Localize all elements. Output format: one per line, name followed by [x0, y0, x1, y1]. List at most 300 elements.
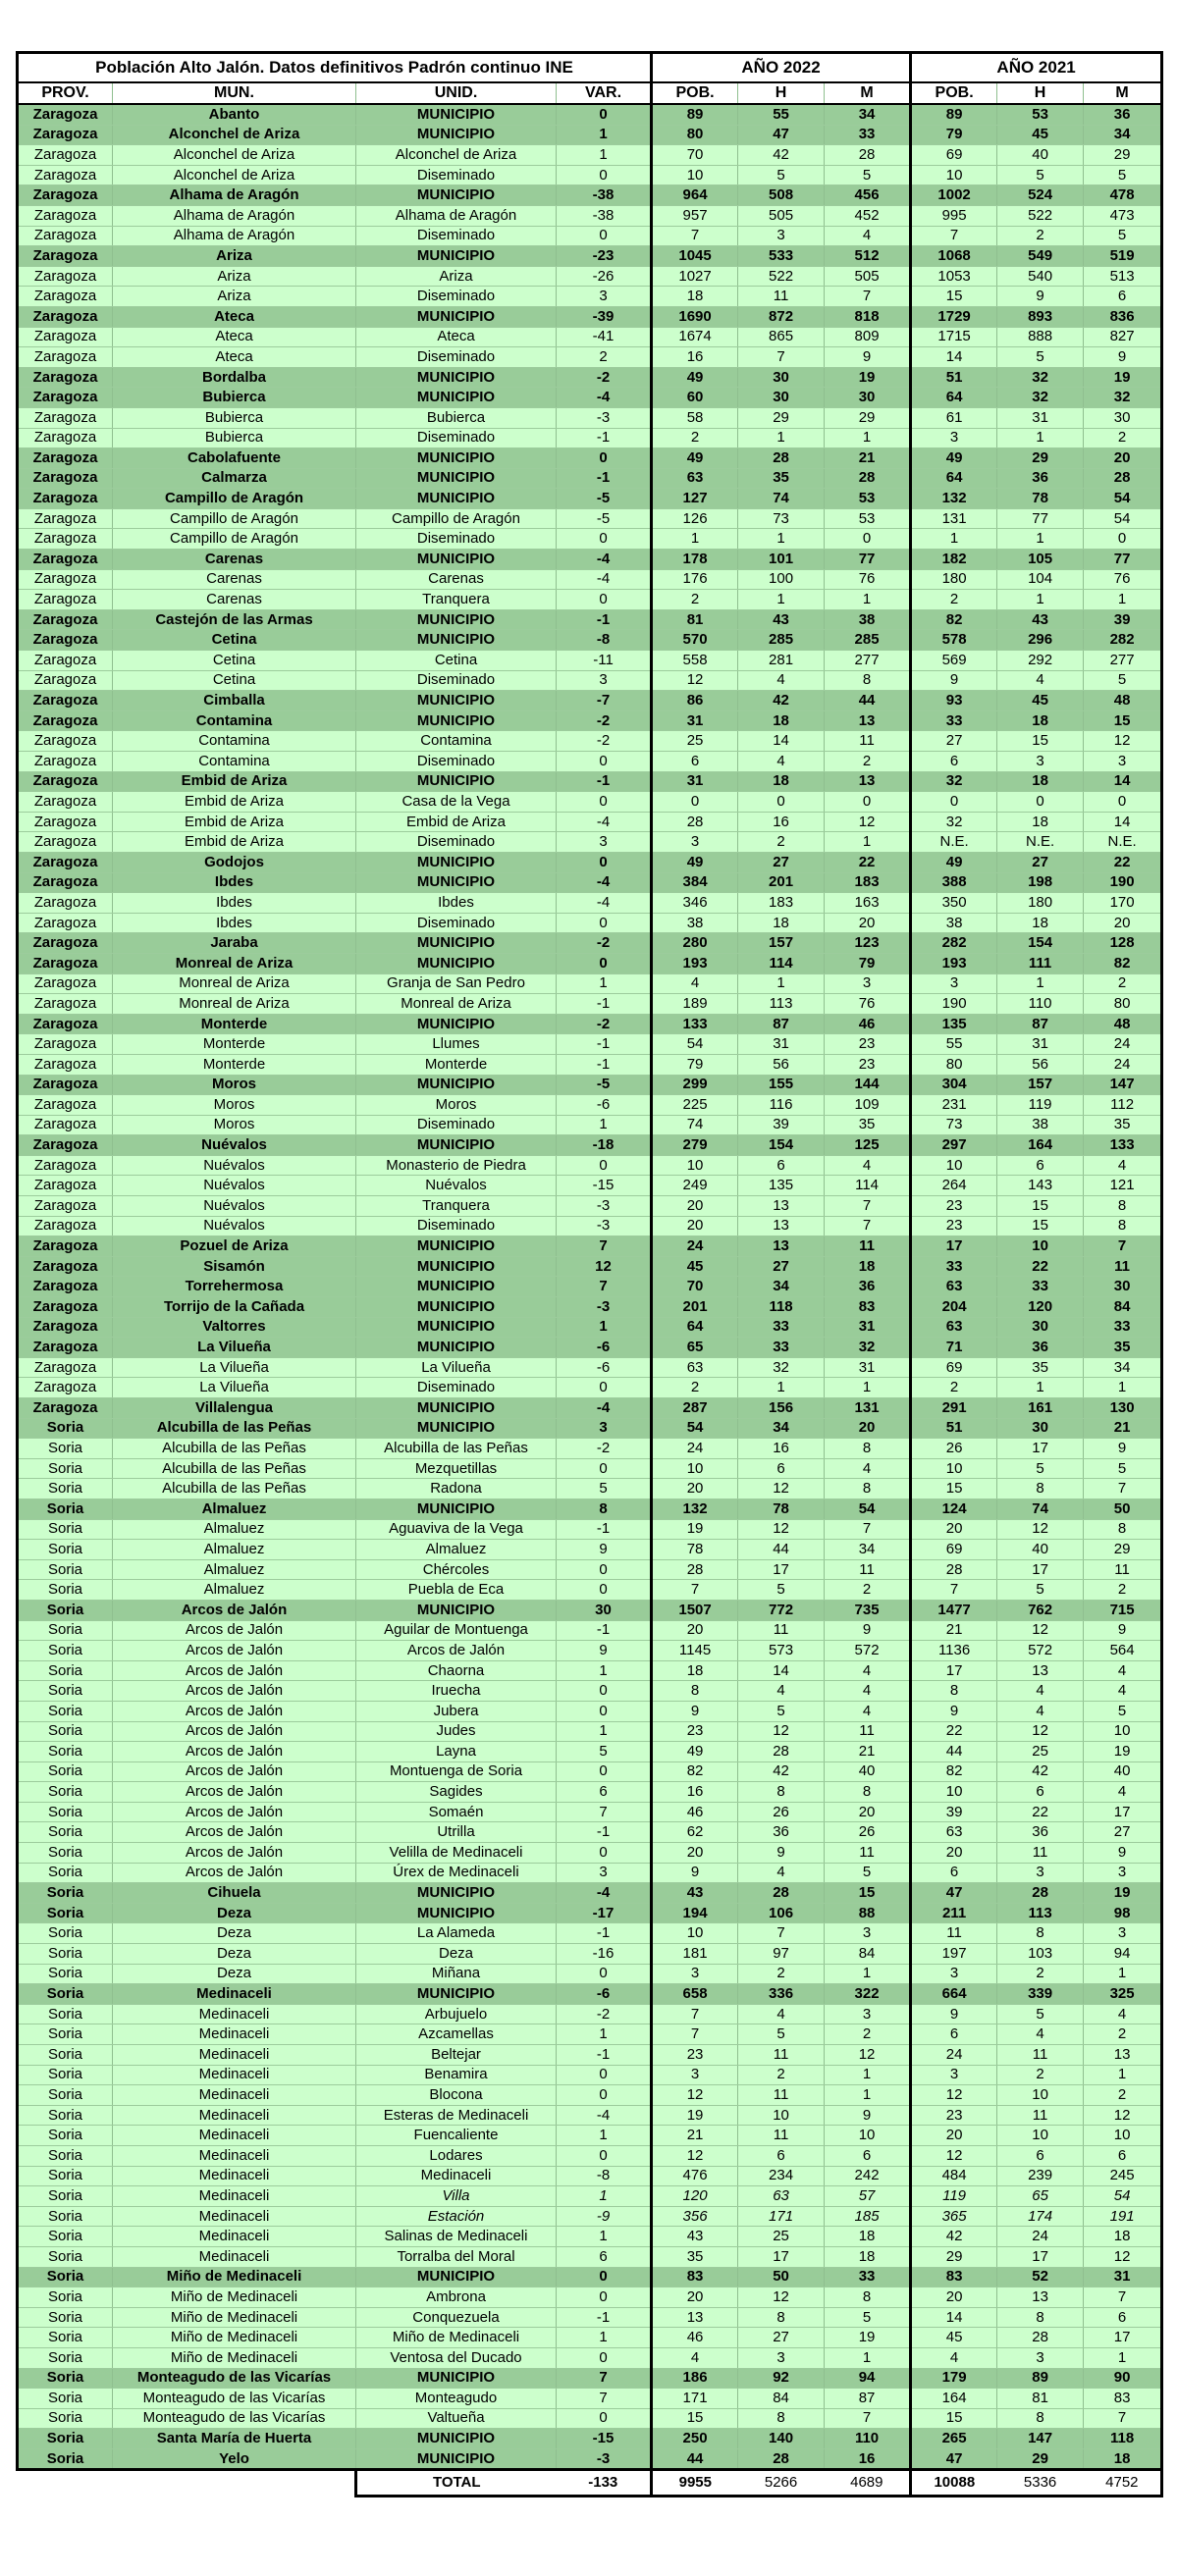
cell-h-2022: 11: [738, 2085, 825, 2106]
cell-h-2022: 17: [738, 1559, 825, 1580]
cell-pob-2022: 43: [652, 1883, 738, 1904]
cell-m-2022: 109: [825, 1095, 911, 1116]
cell-pob-2022: 89: [652, 104, 738, 125]
cell-m-2022: 21: [825, 448, 911, 469]
unit-row: [18, 1095, 1162, 1116]
cell-unid: Ibdes: [356, 893, 557, 914]
cell-m-2021: 133: [1084, 1135, 1162, 1156]
cell-mun: Embid de Ariza: [113, 771, 356, 792]
cell-h-2022: 116: [738, 1095, 825, 1116]
unit-row: [18, 1155, 1162, 1176]
cell-pob-2021: 69: [911, 1540, 997, 1560]
municipio-row: [18, 953, 1162, 973]
cell-h-2022: 16: [738, 812, 825, 832]
cell-h-2022: 30: [738, 367, 825, 388]
cell-unid: Villa: [356, 2186, 557, 2207]
cell-var: 1: [557, 1115, 652, 1135]
cell-var: -2: [557, 1014, 652, 1034]
cell-prov: Zaragoza: [18, 590, 113, 610]
cell-unid: Diseminado: [356, 347, 557, 368]
cell-prov: Soria: [18, 2429, 113, 2449]
cell-h-2021: 29: [997, 2448, 1084, 2470]
cell-h-2021: 24: [997, 2227, 1084, 2247]
cell-prov: Zaragoza: [18, 1338, 113, 1358]
cell-mun: Alhama de Aragón: [113, 185, 356, 206]
cell-unid: Contamina: [356, 731, 557, 752]
cell-mun: Medinaceli: [113, 1984, 356, 2005]
cell-pob-2022: 78: [652, 1540, 738, 1560]
municipio-row: [18, 1498, 1162, 1519]
cell-pob-2021: 1068: [911, 246, 997, 267]
cell-mun: Monteagudo de las Vicarías: [113, 2389, 356, 2409]
cell-pob-2022: 2: [652, 428, 738, 448]
cell-unid: Iruecha: [356, 1681, 557, 1702]
cell-m-2022: 242: [825, 2166, 911, 2186]
cell-pob-2021: 204: [911, 1297, 997, 1318]
cell-unid: Diseminado: [356, 287, 557, 307]
cell-prov: Soria: [18, 1439, 113, 1459]
cell-m-2022: 88: [825, 1903, 911, 1923]
cell-prov: Zaragoza: [18, 165, 113, 185]
cell-h-2022: 28: [738, 2448, 825, 2470]
table-title: Población Alto Jalón. Datos definitivos Padrón continuo INE: [18, 53, 652, 83]
cell-m-2022: 26: [825, 1822, 911, 1843]
unit-row: [18, 508, 1162, 529]
cell-var: 5: [557, 1479, 652, 1499]
cell-pob-2021: 20: [911, 2287, 997, 2308]
total-m-2021: 4752: [1084, 2470, 1162, 2497]
cell-h-2022: 28: [738, 448, 825, 469]
cell-m-2021: 24: [1084, 1034, 1162, 1055]
unit-row: [18, 2004, 1162, 2024]
cell-h-2022: 74: [738, 489, 825, 509]
cell-pob-2022: 28: [652, 812, 738, 832]
cell-h-2022: 2: [738, 832, 825, 853]
cell-h-2021: 180: [997, 893, 1084, 914]
unit-row: [18, 2347, 1162, 2368]
municipio-row: [18, 367, 1162, 388]
cell-pob-2022: 74: [652, 1115, 738, 1135]
cell-var: 0: [557, 1681, 652, 1702]
unit-row: [18, 2389, 1162, 2409]
cell-pob-2022: 60: [652, 388, 738, 408]
cell-prov: Zaragoza: [18, 852, 113, 872]
cell-prov: Zaragoza: [18, 287, 113, 307]
cell-m-2021: 325: [1084, 1984, 1162, 2005]
unit-row: [18, 1721, 1162, 1742]
cell-m-2022: 84: [825, 1944, 911, 1965]
cell-var: -2: [557, 1439, 652, 1459]
cell-mun: Yelo: [113, 2448, 356, 2470]
cell-m-2022: 76: [825, 569, 911, 590]
table-body: [18, 104, 1162, 2470]
cell-mun: Monteagudo de las Vicarías: [113, 2408, 356, 2429]
cell-h-2022: 113: [738, 994, 825, 1015]
cell-prov: Soria: [18, 2126, 113, 2146]
cell-pob-2021: 61: [911, 407, 997, 428]
cell-var: 7: [557, 2389, 652, 2409]
cell-pob-2022: 83: [652, 2267, 738, 2287]
cell-pob-2021: 89: [911, 104, 997, 125]
cell-pob-2021: 297: [911, 1135, 997, 1156]
cell-mun: Miño de Medinaceli: [113, 2328, 356, 2348]
cell-m-2021: 12: [1084, 2246, 1162, 2267]
cell-unid: MUNICIPIO: [356, 710, 557, 731]
unit-row: [18, 1742, 1162, 1762]
cell-h-2021: 13: [997, 2287, 1084, 2308]
cell-pob-2022: 23: [652, 2045, 738, 2066]
cell-h-2022: 106: [738, 1903, 825, 1923]
cell-unid: Campillo de Aragón: [356, 508, 557, 529]
cell-m-2021: 82: [1084, 953, 1162, 973]
cell-prov: Zaragoza: [18, 893, 113, 914]
unit-row: [18, 832, 1162, 853]
cell-h-2021: 12: [997, 1620, 1084, 1641]
cell-unid: MUNICIPIO: [356, 306, 557, 327]
cell-pob-2022: 3: [652, 2065, 738, 2085]
cell-pob-2021: 26: [911, 1439, 997, 1459]
cell-var: 0: [557, 2347, 652, 2368]
cell-mun: Arcos de Jalón: [113, 1782, 356, 1803]
unit-row: [18, 913, 1162, 933]
cell-mun: Nuévalos: [113, 1216, 356, 1236]
cell-h-2022: 12: [738, 1479, 825, 1499]
cell-m-2021: 827: [1084, 327, 1162, 347]
cell-unid: MUNICIPIO: [356, 1398, 557, 1419]
cell-unid: MUNICIPIO: [356, 468, 557, 489]
cell-m-2021: N.E.: [1084, 832, 1162, 853]
cell-pob-2022: 58: [652, 407, 738, 428]
cell-pob-2022: 45: [652, 1256, 738, 1277]
cell-prov: Zaragoza: [18, 550, 113, 570]
cell-unid: MUNICIPIO: [356, 388, 557, 408]
cell-unid: Diseminado: [356, 752, 557, 772]
cell-mun: Nuévalos: [113, 1176, 356, 1196]
cell-pob-2022: 171: [652, 2389, 738, 2409]
cell-var: 0: [557, 2145, 652, 2166]
cell-mun: Miño de Medinaceli: [113, 2307, 356, 2328]
cell-var: 0: [557, 1559, 652, 1580]
cell-m-2022: 22: [825, 852, 911, 872]
cell-m-2022: 114: [825, 1176, 911, 1196]
cell-h-2022: 47: [738, 125, 825, 145]
cell-h-2022: 6: [738, 1458, 825, 1479]
cell-mun: Embid de Ariza: [113, 812, 356, 832]
cell-unid: MUNICIPIO: [356, 1236, 557, 1257]
cell-mun: Castejón de las Armas: [113, 609, 356, 630]
cell-pob-2022: 20: [652, 1620, 738, 1641]
cell-prov: Soria: [18, 2389, 113, 2409]
municipio-row: [18, 1236, 1162, 1257]
cell-m-2021: 13: [1084, 2045, 1162, 2066]
cell-mun: Medinaceli: [113, 2105, 356, 2126]
unit-row: [18, 1176, 1162, 1196]
cell-prov: Zaragoza: [18, 691, 113, 711]
cell-h-2022: 11: [738, 2045, 825, 2066]
cell-mun: Miño de Medinaceli: [113, 2287, 356, 2308]
cell-unid: Somaén: [356, 1802, 557, 1822]
cell-mun: Campillo de Aragón: [113, 508, 356, 529]
municipio-row: [18, 630, 1162, 651]
cell-h-2022: 97: [738, 1944, 825, 1965]
cell-unid: Deza: [356, 1944, 557, 1965]
cell-prov: Zaragoza: [18, 792, 113, 813]
cell-h-2021: 32: [997, 388, 1084, 408]
cell-mun: Alcubilla de las Peñas: [113, 1418, 356, 1439]
cell-h-2021: 52: [997, 2267, 1084, 2287]
col-header-h-2021: H: [997, 82, 1084, 104]
cell-m-2021: 8: [1084, 1519, 1162, 1540]
cell-var: -1: [557, 771, 652, 792]
cell-h-2022: 872: [738, 306, 825, 327]
cell-m-2022: 818: [825, 306, 911, 327]
cell-mun: Bubierca: [113, 407, 356, 428]
cell-var: 0: [557, 2408, 652, 2429]
cell-prov: Soria: [18, 1863, 113, 1883]
cell-mun: Bordalba: [113, 367, 356, 388]
cell-prov: Soria: [18, 1559, 113, 1580]
cell-pob-2021: 193: [911, 953, 997, 973]
cell-h-2022: 11: [738, 1620, 825, 1641]
cell-pob-2022: 1690: [652, 306, 738, 327]
cell-pob-2022: 249: [652, 1176, 738, 1196]
cell-var: 1: [557, 2126, 652, 2146]
cell-mun: Torrijo de la Cañada: [113, 1297, 356, 1318]
cell-prov: Zaragoza: [18, 933, 113, 954]
cell-var: -7: [557, 691, 652, 711]
cell-unid: MUNICIPIO: [356, 550, 557, 570]
cell-unid: Puebla de Eca: [356, 1580, 557, 1601]
cell-pob-2022: 31: [652, 710, 738, 731]
cell-mun: Contamina: [113, 710, 356, 731]
cell-prov: Zaragoza: [18, 1095, 113, 1116]
cell-var: -1: [557, 1054, 652, 1075]
cell-m-2021: 14: [1084, 771, 1162, 792]
cell-var: -4: [557, 872, 652, 893]
cell-h-2021: 3: [997, 752, 1084, 772]
cell-h-2022: 234: [738, 2166, 825, 2186]
cell-pob-2022: 4: [652, 2347, 738, 2368]
cell-m-2022: 505: [825, 266, 911, 287]
cell-pob-2021: 6: [911, 752, 997, 772]
cell-unid: Moros: [356, 1095, 557, 1116]
cell-mun: Monreal de Ariza: [113, 953, 356, 973]
cell-m-2021: 18: [1084, 2448, 1162, 2470]
cell-unid: Tranquera: [356, 1196, 557, 1217]
cell-var: -8: [557, 630, 652, 651]
cell-h-2021: 8: [997, 2307, 1084, 2328]
cell-prov: Zaragoza: [18, 367, 113, 388]
cell-m-2021: 191: [1084, 2206, 1162, 2227]
cell-pob-2021: 17: [911, 1236, 997, 1257]
cell-prov: Soria: [18, 2267, 113, 2287]
cell-var: -5: [557, 489, 652, 509]
cell-var: -6: [557, 1095, 652, 1116]
cell-h-2022: 34: [738, 1418, 825, 1439]
cell-h-2022: 42: [738, 145, 825, 166]
cell-prov: Zaragoza: [18, 125, 113, 145]
cell-h-2022: 32: [738, 1357, 825, 1378]
cell-m-2021: 3: [1084, 752, 1162, 772]
cell-h-2021: 1: [997, 1378, 1084, 1398]
cell-m-2022: 28: [825, 468, 911, 489]
cell-h-2022: 1: [738, 529, 825, 550]
cell-unid: Azcamellas: [356, 2024, 557, 2045]
cell-h-2021: 38: [997, 1115, 1084, 1135]
cell-pob-2021: 45: [911, 2328, 997, 2348]
cell-h-2022: 3: [738, 226, 825, 246]
cell-m-2022: 9: [825, 2105, 911, 2126]
unit-row: [18, 893, 1162, 914]
cell-unid: MUNICIPIO: [356, 185, 557, 206]
cell-var: 1: [557, 125, 652, 145]
cell-pob-2021: 47: [911, 1883, 997, 1904]
cell-pob-2021: 12: [911, 2145, 997, 2166]
population-table: [16, 51, 1163, 2497]
cell-h-2021: 31: [997, 1034, 1084, 1055]
cell-mun: Ariza: [113, 287, 356, 307]
cell-pob-2021: 27: [911, 731, 997, 752]
cell-h-2021: 17: [997, 1559, 1084, 1580]
cell-mun: Villalengua: [113, 1398, 356, 1419]
cell-pob-2022: 86: [652, 691, 738, 711]
cell-mun: Arcos de Jalón: [113, 1641, 356, 1661]
cell-prov: Soria: [18, 1984, 113, 2005]
unit-row: [18, 145, 1162, 166]
total-pob-2022: 9955: [652, 2470, 738, 2497]
cell-pob-2022: 24: [652, 1236, 738, 1257]
unit-row: [18, 1357, 1162, 1378]
cell-mun: Sisamón: [113, 1256, 356, 1277]
municipio-row: [18, 2368, 1162, 2389]
cell-h-2021: 4: [997, 2024, 1084, 2045]
cell-mun: Ateca: [113, 306, 356, 327]
cell-h-2022: 4: [738, 2004, 825, 2024]
cell-var: -26: [557, 266, 652, 287]
cell-h-2021: 6: [997, 2145, 1084, 2166]
cell-pob-2022: 7: [652, 2004, 738, 2024]
cell-m-2021: 76: [1084, 569, 1162, 590]
cell-unid: Alcubilla de las Peñas: [356, 1439, 557, 1459]
cell-h-2022: 10: [738, 2105, 825, 2126]
unit-row: [18, 1519, 1162, 1540]
unit-row: [18, 812, 1162, 832]
unit-row: [18, 1216, 1162, 1236]
unit-row: [18, 1580, 1162, 1601]
cell-prov: Zaragoza: [18, 670, 113, 691]
cell-var: 7: [557, 2368, 652, 2389]
cell-mun: Godojos: [113, 852, 356, 872]
cell-h-2021: 762: [997, 1600, 1084, 1620]
cell-m-2022: 185: [825, 2206, 911, 2227]
cell-mun: Medinaceli: [113, 2126, 356, 2146]
cell-m-2022: 35: [825, 1115, 911, 1135]
cell-mun: Alhama de Aragón: [113, 226, 356, 246]
cell-h-2022: 5: [738, 1580, 825, 1601]
cell-pob-2021: 51: [911, 1418, 997, 1439]
cell-m-2021: 836: [1084, 306, 1162, 327]
cell-var: -1: [557, 1923, 652, 1944]
cell-pob-2022: 49: [652, 448, 738, 469]
cell-h-2021: 6: [997, 1782, 1084, 1803]
cell-mun: Alcubilla de las Peñas: [113, 1458, 356, 1479]
cell-pob-2022: 63: [652, 1357, 738, 1378]
cell-h-2022: 1: [738, 590, 825, 610]
cell-h-2022: 26: [738, 1802, 825, 1822]
cell-m-2022: 131: [825, 1398, 911, 1419]
cell-m-2022: 34: [825, 104, 911, 125]
cell-mun: La Vilueña: [113, 1338, 356, 1358]
unit-row: [18, 1923, 1162, 1944]
cell-h-2022: 0: [738, 792, 825, 813]
cell-h-2021: 0: [997, 792, 1084, 813]
cell-h-2022: 135: [738, 1176, 825, 1196]
cell-m-2022: 53: [825, 508, 911, 529]
cell-unid: MUNICIPIO: [356, 852, 557, 872]
cell-prov: Zaragoza: [18, 1236, 113, 1257]
unit-row: [18, 2206, 1162, 2227]
cell-var: 0: [557, 104, 652, 125]
cell-prov: Zaragoza: [18, 468, 113, 489]
cell-mun: Nuévalos: [113, 1196, 356, 1217]
unit-row: [18, 994, 1162, 1015]
cell-mun: Monterde: [113, 1034, 356, 1055]
cell-h-2021: 45: [997, 691, 1084, 711]
cell-m-2022: 1: [825, 2347, 911, 2368]
cell-var: 0: [557, 1580, 652, 1601]
cell-h-2021: 198: [997, 872, 1084, 893]
cell-h-2022: 56: [738, 1054, 825, 1075]
cell-h-2022: 5: [738, 2024, 825, 2045]
cell-h-2021: 4: [997, 1681, 1084, 1702]
cell-m-2022: 125: [825, 1135, 911, 1156]
cell-unid: MUNICIPIO: [356, 2267, 557, 2287]
cell-m-2022: 16: [825, 2448, 911, 2470]
cell-var: 0: [557, 529, 652, 550]
column-header-row: [18, 82, 1162, 104]
cell-var: 12: [557, 1256, 652, 1277]
cell-var: -3: [557, 1216, 652, 1236]
unit-row: [18, 2408, 1162, 2429]
cell-h-2022: 29: [738, 407, 825, 428]
cell-var: 0: [557, 165, 652, 185]
cell-var: 0: [557, 1701, 652, 1721]
cell-h-2021: 143: [997, 1176, 1084, 1196]
cell-prov: Soria: [18, 2024, 113, 2045]
unit-row: [18, 2045, 1162, 2066]
cell-pob-2021: 3: [911, 2065, 997, 2085]
cell-pob-2021: 82: [911, 609, 997, 630]
cell-h-2021: 31: [997, 407, 1084, 428]
cell-unid: Benamira: [356, 2065, 557, 2085]
cell-h-2021: 40: [997, 1540, 1084, 1560]
cell-prov: Soria: [18, 1519, 113, 1540]
cell-h-2022: 8: [738, 2307, 825, 2328]
cell-mun: Arcos de Jalón: [113, 1600, 356, 1620]
cell-prov: Zaragoza: [18, 508, 113, 529]
cell-unid: MUNICIPIO: [356, 1075, 557, 1095]
cell-var: 1: [557, 2186, 652, 2207]
cell-h-2022: 28: [738, 1742, 825, 1762]
cell-m-2022: 28: [825, 145, 911, 166]
cell-h-2022: 7: [738, 347, 825, 368]
cell-pob-2021: 39: [911, 1802, 997, 1822]
cell-prov: Soria: [18, 1660, 113, 1681]
cell-unid: Salinas de Medinaceli: [356, 2227, 557, 2247]
cell-prov: Soria: [18, 1641, 113, 1661]
cell-var: 5: [557, 1742, 652, 1762]
cell-m-2021: 5: [1084, 1458, 1162, 1479]
